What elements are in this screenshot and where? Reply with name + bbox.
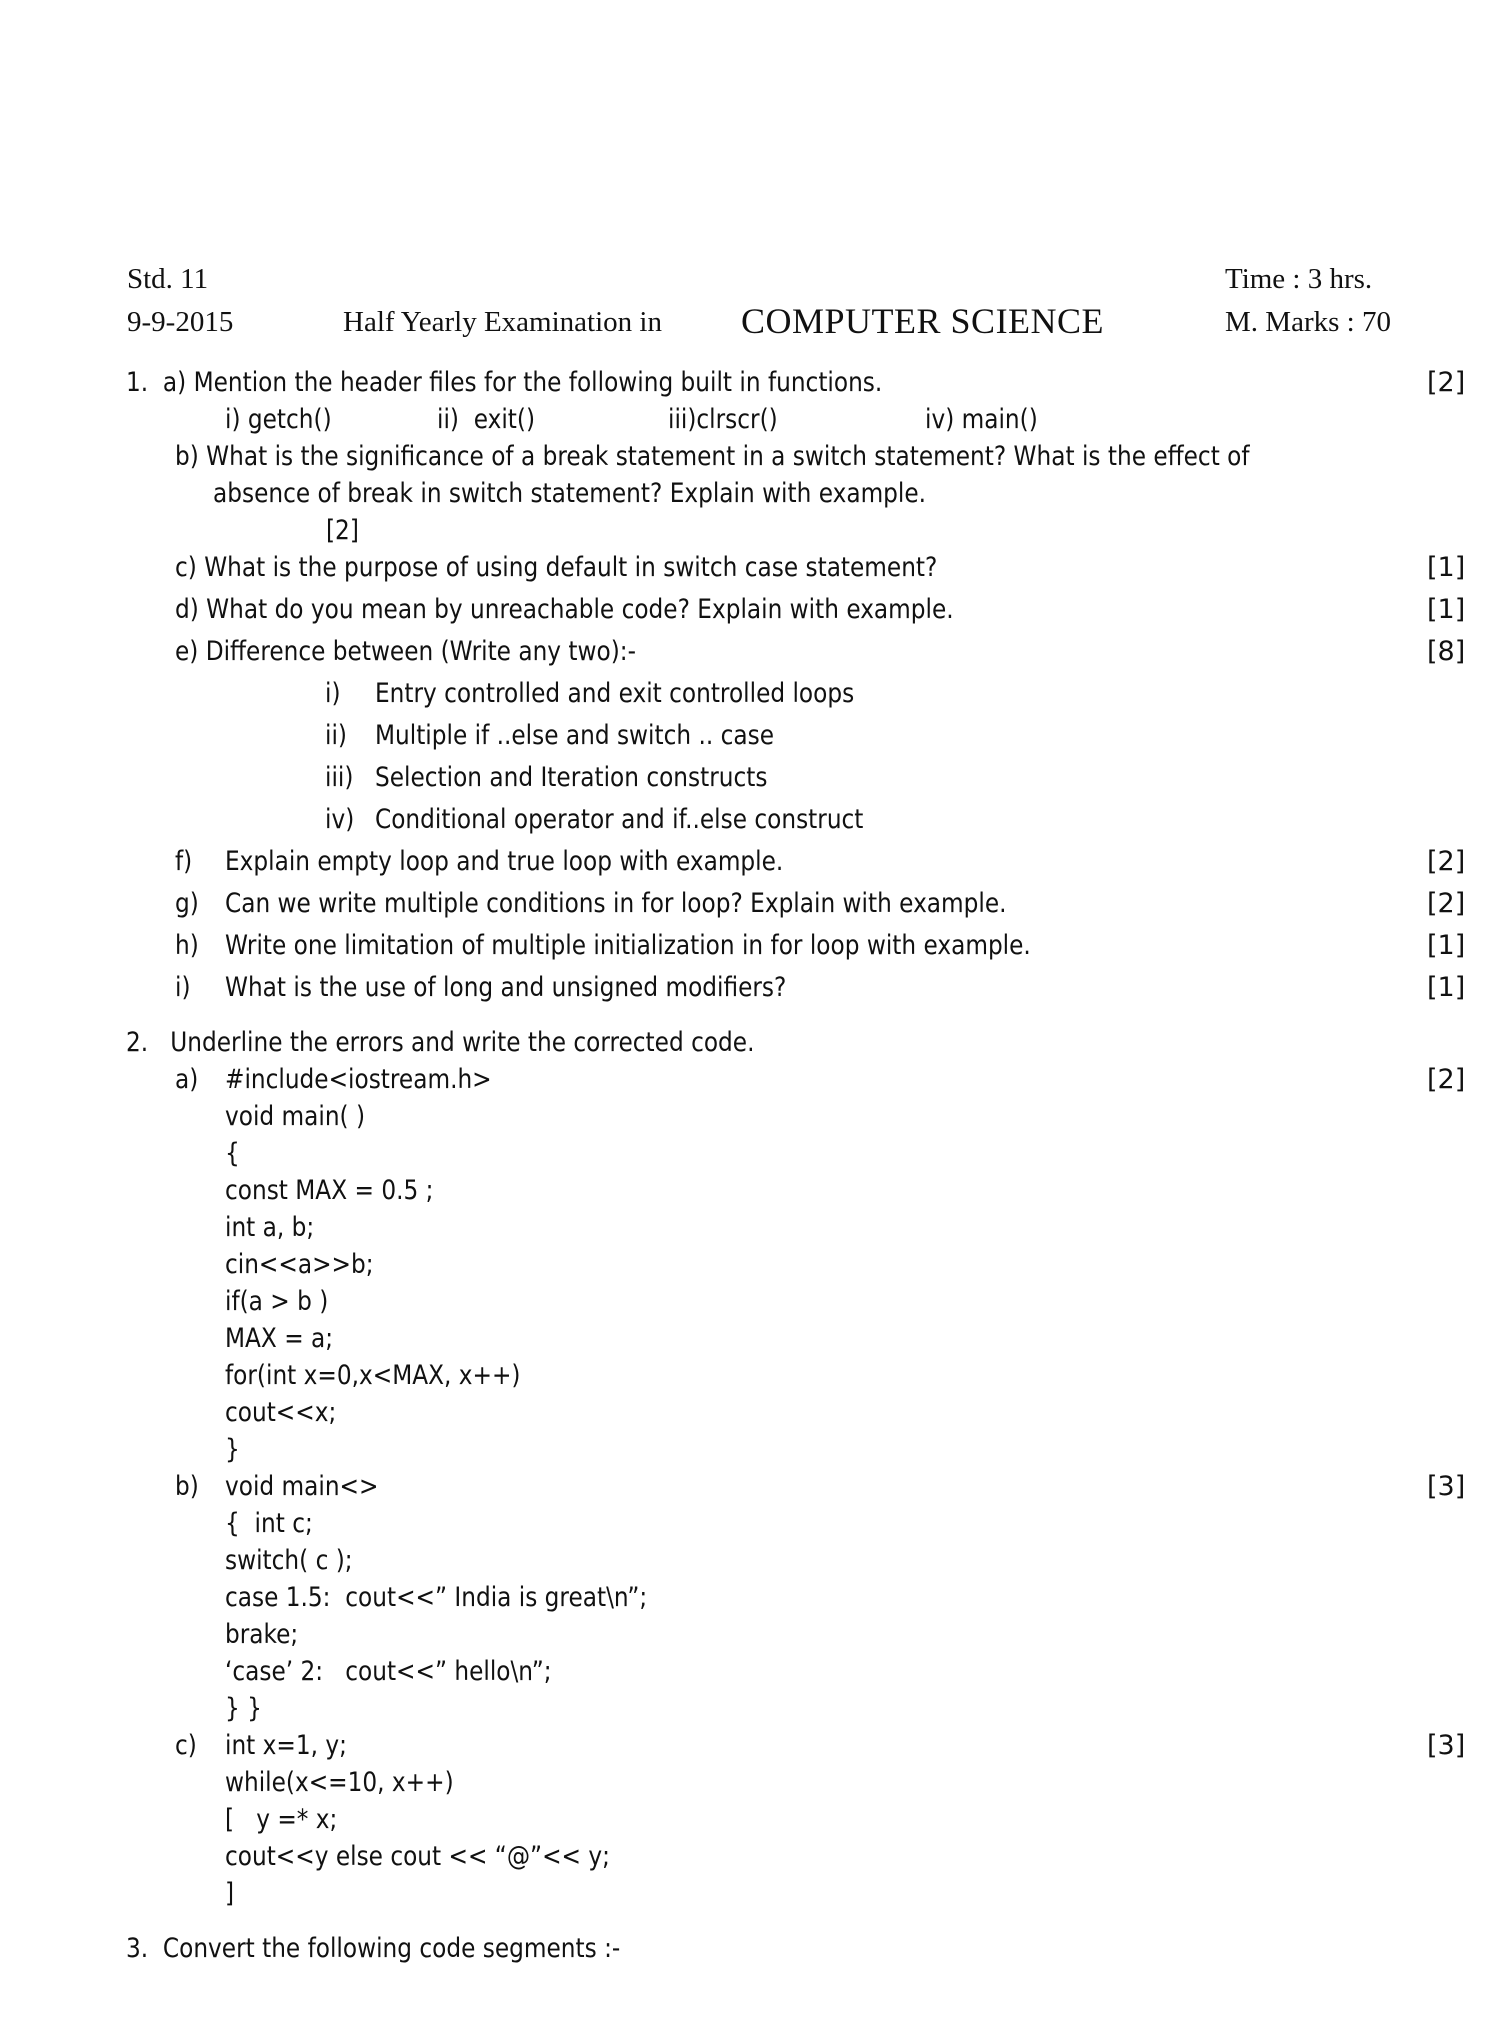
q1c-text: c) What is the purpose of using default in switch case statement? <box>175 552 938 583</box>
q1a-option-2: ii) exit() <box>437 404 536 435</box>
code-line: { <box>225 1138 240 1169</box>
q1e-item-num: ii) <box>325 720 347 751</box>
code-line: cout<<x; <box>225 1397 337 1428</box>
exam-title: Half Yearly Examination in <box>343 306 662 338</box>
code-line: for(int x=0,x<MAX, x++) <box>225 1360 521 1391</box>
q2b-num: b) <box>175 1471 199 1502</box>
code-line: int a, b; <box>225 1212 315 1243</box>
q1f-text: Explain empty loop and true loop with example. <box>225 846 784 877</box>
q1c-marks: [1] <box>1427 552 1466 583</box>
q1d-text: d) What do you mean by unreachable code? Explain with example. <box>175 594 954 625</box>
code-line: { int c; <box>225 1508 313 1539</box>
exam-date: 9-9-2015 <box>127 306 234 338</box>
q1a-option-3: iii)clrscr() <box>668 404 778 435</box>
code-line: void main( ) <box>225 1101 366 1132</box>
code-line: [ y =* x; <box>225 1804 338 1835</box>
q1f-num: f) <box>175 846 193 877</box>
code-line: #include<iostream.h> <box>225 1064 492 1095</box>
q1b-marks: [2] <box>326 515 359 546</box>
q1i-num: i) <box>175 972 191 1003</box>
q1b-line1: b) What is the significance of a break statement in a switch statement? What is the effect of <box>175 441 1250 472</box>
code-line: } } <box>225 1693 262 1724</box>
q1a-text: 1. a) Mention the header files for the following built in functions. <box>126 367 883 398</box>
q1d-marks: [1] <box>1427 594 1466 625</box>
q1i-marks: [1] <box>1427 972 1466 1003</box>
q1g-text: Can we write multiple conditions in for loop? Explain with example. <box>225 888 1007 919</box>
code-line: cin<<a>>b; <box>225 1249 374 1280</box>
code-line: ‘case’ 2: cout<<” hello\n”; <box>225 1656 552 1687</box>
time-label: Time : 3 hrs. <box>1225 263 1373 295</box>
q2-title: 2. Underline the errors and write the corrected code. <box>126 1027 755 1058</box>
q2a-num: a) <box>175 1064 199 1095</box>
q1e-marks: [8] <box>1427 636 1466 667</box>
q1e-item-text: Selection and Iteration constructs <box>375 762 768 793</box>
code-line: int x=1, y; <box>225 1730 347 1761</box>
q1e-item-num: iv) <box>325 804 355 835</box>
code-line: ] <box>225 1878 235 1909</box>
code-line: switch( c ); <box>225 1545 353 1576</box>
q2c-num: c) <box>175 1730 197 1761</box>
q1g-marks: [2] <box>1427 888 1466 919</box>
q1i-text: What is the use of long and unsigned modifiers? <box>225 972 787 1003</box>
subject-title: COMPUTER SCIENCE <box>741 301 1105 341</box>
q1f-marks: [2] <box>1427 846 1466 877</box>
q1h-text: Write one limitation of multiple initialization in for loop with example. <box>225 930 1031 961</box>
std-label: Std. 11 <box>127 263 209 295</box>
q1e-text: e) Difference between (Write any two):- <box>175 636 636 667</box>
code-line: const MAX = 0.5 ; <box>225 1175 434 1206</box>
code-line: if(a > b ) <box>225 1286 329 1317</box>
code-line: } <box>225 1434 240 1465</box>
q1h-num: h) <box>175 930 199 961</box>
q1g-num: g) <box>175 888 199 919</box>
q1b-line2: absence of break in switch statement? Explain with example. <box>213 478 927 509</box>
code-line: case 1.5: cout<<” India is great\n”; <box>225 1582 648 1613</box>
q3-title: 3. Convert the following code segments :- <box>126 1933 621 1964</box>
code-line: while(x<=10, x++) <box>225 1767 454 1798</box>
code-line: cout<<y else cout << “@”<< y; <box>225 1841 610 1872</box>
q1e-item-text: Entry controlled and exit controlled loops <box>375 678 855 709</box>
max-marks: M. Marks : 70 <box>1225 306 1391 338</box>
code-line: void main<> <box>225 1471 379 1502</box>
q1a-option-4: iv) main() <box>925 404 1038 435</box>
q1e-item-num: iii) <box>325 762 354 793</box>
q2b-marks: [3] <box>1427 1471 1466 1502</box>
q1e-item-text: Multiple if ..else and switch .. case <box>375 720 774 751</box>
q1e-item-num: i) <box>325 678 341 709</box>
q1h-marks: [1] <box>1427 930 1466 961</box>
code-line: brake; <box>225 1619 299 1650</box>
q2a-marks: [2] <box>1427 1064 1466 1095</box>
q2c-marks: [3] <box>1427 1730 1466 1761</box>
q1a-marks: [2] <box>1427 367 1466 398</box>
q1e-item-text: Conditional operator and if..else construct <box>375 804 864 835</box>
q1a-option-1: i) getch() <box>225 404 332 435</box>
code-line: MAX = a; <box>225 1323 334 1354</box>
